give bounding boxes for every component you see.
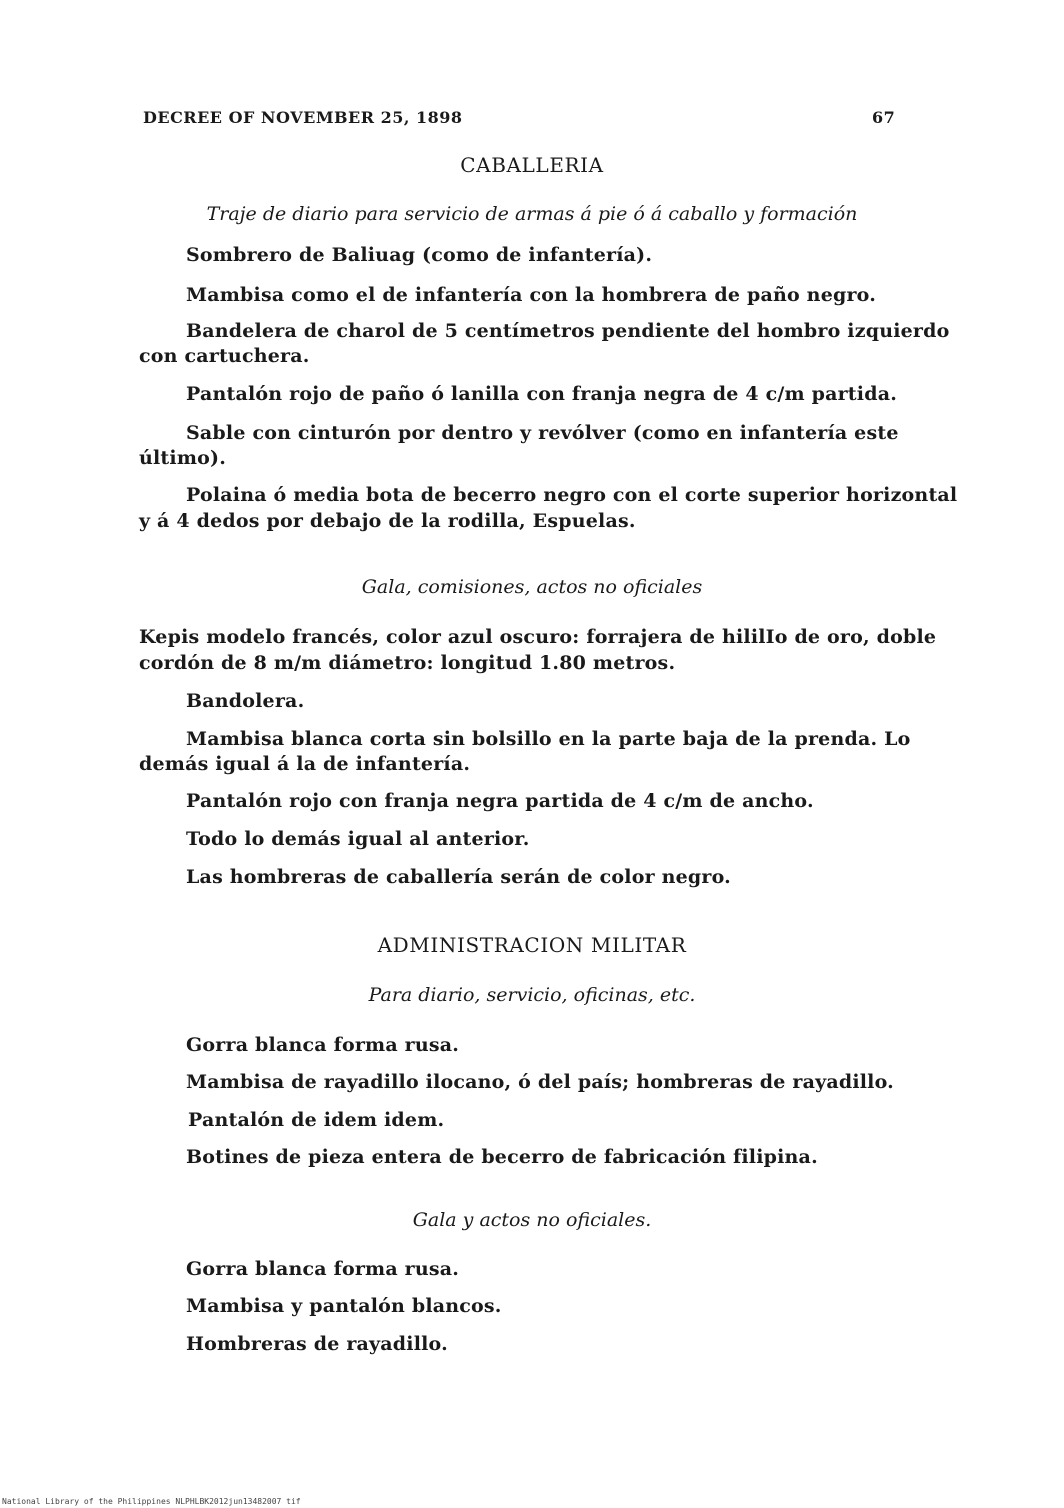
paragraph: Pantalón de idem idem. (188, 1109, 445, 1131)
paragraph-line: Polaina ó media bota de becerro negro con el corte superior horizontal (186, 484, 958, 506)
paragraph-line: Mambisa blanca corta sin bolsillo en la parte baja de la prenda. Lo (186, 728, 911, 750)
paragraph: Bandolera. (186, 690, 305, 712)
paragraph-line: Sable con cinturón por dentro y revólver (como en infantería este (186, 422, 899, 444)
paragraph-line: y á 4 dedos por debajo de la rodilla, Espuelas. (139, 510, 636, 532)
paragraph: Botines de pieza entera de becerro de fabricación filipina. (186, 1146, 818, 1168)
subheading-para-diario: Para diario, servicio, oficinas, etc. (368, 984, 696, 1006)
paragraph: Sombrero de Baliuag (como de infantería). (186, 244, 653, 266)
subheading-traje-diario: Traje de diario para servicio de armas á pie ó á caballo y formación (206, 203, 858, 225)
paragraph: Mambisa como el de infantería con la hombrera de paño negro. (186, 284, 877, 306)
paragraph-line: Kepis modelo francés, color azul oscuro: forrajera de hililIo de oro, doble (139, 626, 937, 648)
paragraph: Hombreras de rayadillo. (186, 1333, 448, 1355)
section-title-administracion: ADMINISTRACION MILITAR (377, 933, 687, 957)
paragraph: Las hombreras de caballería serán de color negro. (186, 866, 731, 888)
paragraph-line: Bandelera de charol de 5 centímetros pendiente del hombro izquierdo (186, 320, 950, 342)
subheading-gala-comisiones: Gala, comisiones, actos no oficiales (361, 576, 703, 598)
paragraph-line: demás igual á la de infantería. (139, 753, 471, 775)
paragraph-line: con cartuchera. (139, 345, 310, 367)
paragraph: Mambisa y pantalón blancos. (186, 1295, 502, 1317)
subheading-gala-actos: Gala y actos no oficiales. (412, 1209, 652, 1231)
running-title: DECREE OF NOVEMBER 25, 1898 (143, 108, 463, 127)
section-title-caballeria: CABALLERIA (460, 153, 604, 177)
paragraph: Gorra blanca forma rusa. (186, 1034, 460, 1056)
paragraph-line: último). (139, 447, 227, 469)
paragraph: Gorra blanca forma rusa. (186, 1258, 460, 1280)
paragraph-line: cordón de 8 m/m diámetro: longitud 1.80 metros. (139, 652, 676, 674)
page-number: 67 (872, 108, 896, 127)
paragraph: Todo lo demás igual al anterior. (186, 828, 530, 850)
scan-footer: National Library of the Philippines NLPHLBK2012jun13482007 tif (2, 1497, 301, 1506)
paragraph: Mambisa de rayadillo ilocano, ó del país; hombreras de rayadillo. (186, 1071, 894, 1093)
paragraph: Pantalón rojo con franja negra partida de 4 c/m de ancho. (186, 790, 814, 812)
paragraph: Pantalón rojo de paño ó lanilla con franja negra de 4 c/m partida. (186, 383, 898, 405)
